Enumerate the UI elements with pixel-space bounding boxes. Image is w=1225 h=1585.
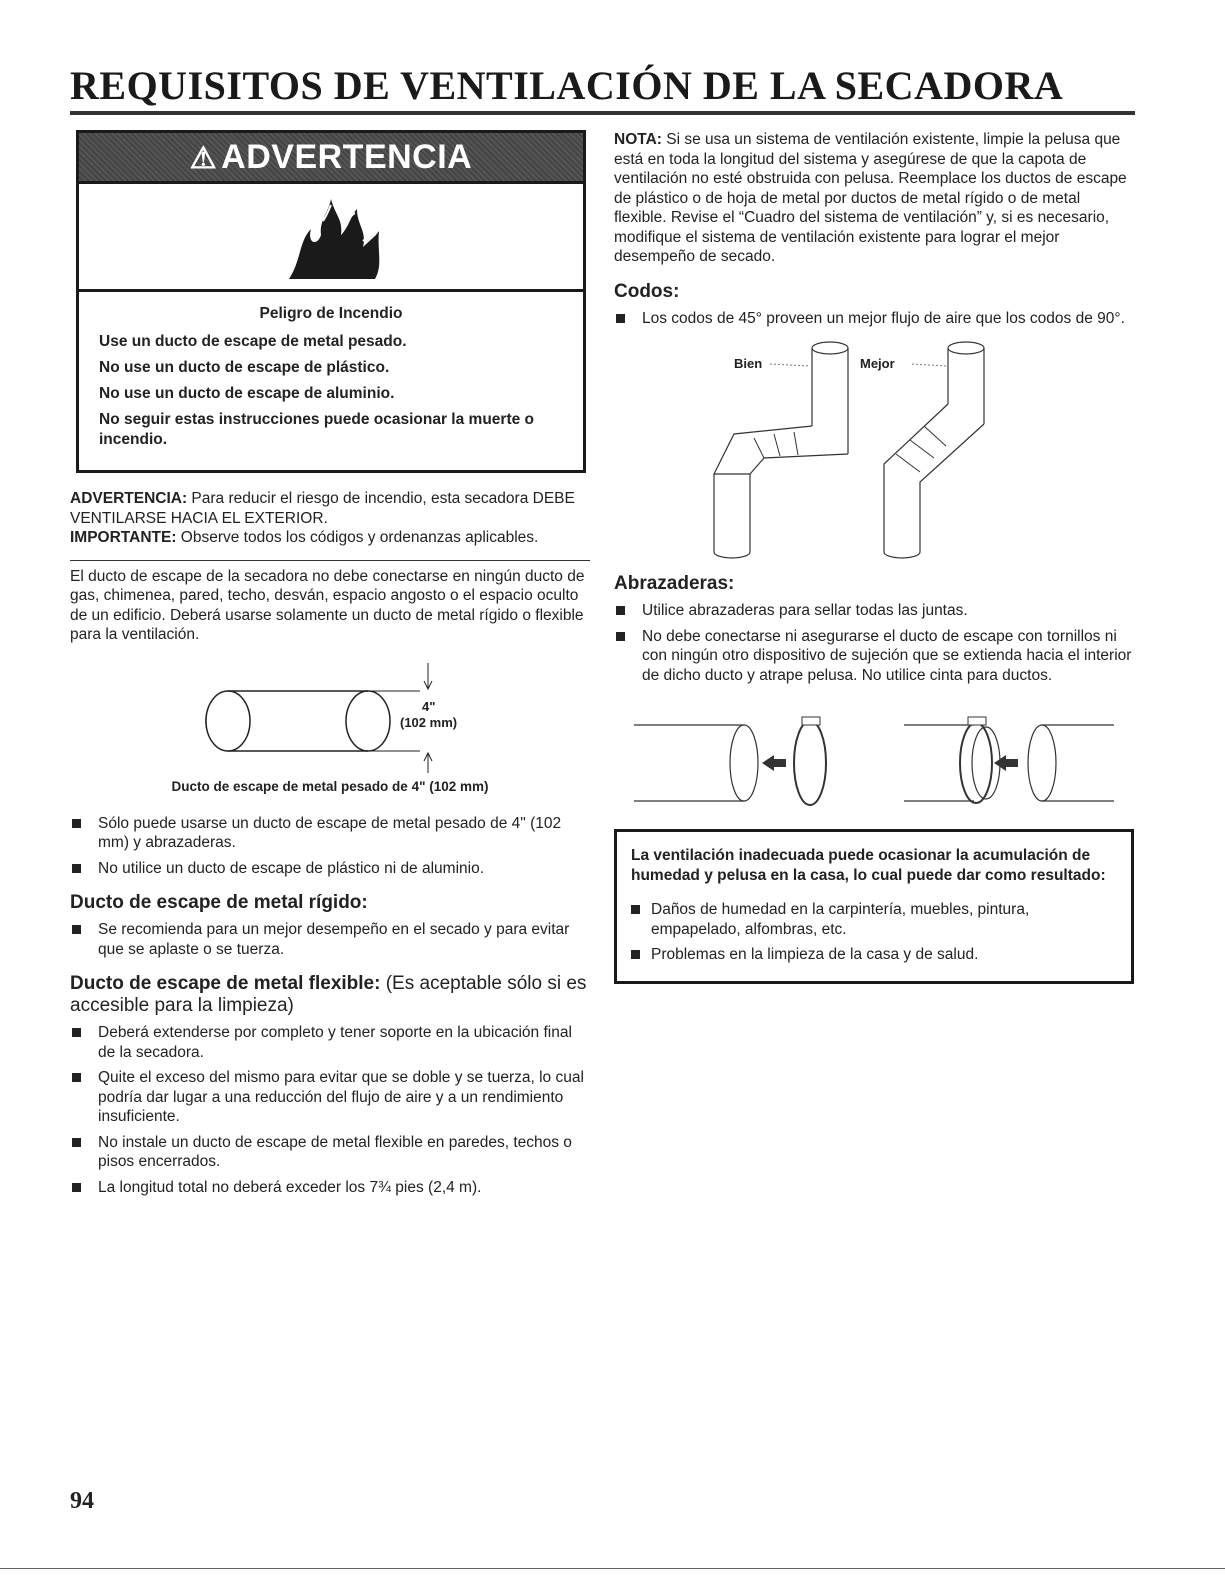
rigid-bullet-list xyxy=(70,920,590,959)
title-rule xyxy=(70,111,1135,115)
nota-text: Si se usa un sistema de ventilación existente, limpie la pelusa que está en toda la longitud del sistema y asegúrese de que la capota de ventilación no esté obstruida con pelusa. Reemplace los ductos de escape de plástico o de hoja de metal por ductos de metal rígido o de metal flexible. Revise el “Cuadro del sistema de ventilación” y, si es necesario, modifique el sistema de ventilación existente para lograr el mejor desempeño de secado. xyxy=(614,131,1127,265)
bullet-square-icon xyxy=(631,905,640,914)
elbow-diagram xyxy=(614,334,1134,559)
codos-heading: Codos: xyxy=(614,280,680,302)
list-item: Los codos de 45° proveen un mejor flujo de aire que los codos de 90°. xyxy=(614,309,1134,329)
list-item: No utilice un ducto de escape de plástico ni de aluminio. xyxy=(70,859,590,879)
list-item: Sólo puede usarse un ducto de escape de metal pesado de 4" (102 mm) y abrazaderas. xyxy=(70,814,590,853)
abrazaderas-heading: Abrazaderas: xyxy=(614,573,735,594)
importante-text: Observe todos los códigos y ordenanzas aplicables. xyxy=(176,529,539,546)
humidity-bullet-list xyxy=(631,900,1115,965)
codos-bullet-list xyxy=(614,309,1134,329)
bullet-square-icon xyxy=(631,950,640,959)
nota-label: NOTA: xyxy=(614,131,662,148)
elbow-label-mejor: Mejor xyxy=(860,356,895,371)
duct-cylinder-icon xyxy=(70,663,590,773)
duct-dim-mm: (102 mm) xyxy=(400,714,458,730)
bullet-square-icon xyxy=(616,632,625,641)
fire-image xyxy=(79,181,583,292)
page-number: 94 xyxy=(70,1488,94,1514)
bullet-square-icon xyxy=(616,314,625,323)
page-title: REQUISITOS DE VENTILACIÓN DE LA SECADORA xyxy=(70,63,1064,108)
list-item: Daños de humedad en la carpintería, muebles, pintura, empapelado, alfombras, etc. xyxy=(631,900,1115,939)
bullet-square-icon xyxy=(72,1138,81,1147)
fire-icon xyxy=(271,191,391,283)
duct-bullet-list xyxy=(70,814,590,879)
bullet-square-icon xyxy=(72,819,81,828)
duct-dim-inches: 4" xyxy=(422,698,436,714)
abrazaderas-bullet-list xyxy=(614,601,1134,685)
clamp-diagram xyxy=(614,705,1134,815)
duct-caption: Ducto de escape de metal pesado de 4" (102 mm) xyxy=(171,778,489,794)
list-item: La longitud total no deberá exceder los 7¾ pies (2,4 m). xyxy=(70,1178,590,1198)
nota-paragraph xyxy=(614,130,1134,267)
warning-line: No use un ducto de escape de aluminio. xyxy=(99,385,395,402)
elbow-label-bien: Bien xyxy=(734,356,763,371)
warning-body xyxy=(79,292,583,470)
clamp-icon xyxy=(614,705,1134,815)
duct-paragraph: El ducto de escape de la secadora no debe conectarse en ningún ducto de gas, chimenea, pared, techo, desván, espacio angosto o el espacio oculto de un edificio. Deberá usarse solamente un ducto de metal rígido o flexible para la ventilación. xyxy=(70,567,585,643)
warning-triangle-icon: ⚠ xyxy=(189,142,218,175)
rigid-heading: Ducto de escape de metal rígido: xyxy=(70,892,368,913)
bullet-square-icon xyxy=(72,864,81,873)
bottom-rule xyxy=(0,1568,1225,1569)
humidity-lead: La ventilación inadecuada puede ocasionar la acumulación de humedad y pelusa en la casa, lo cual puede dar como resultado: xyxy=(631,847,1106,884)
warning-header xyxy=(79,133,583,181)
list-item: Quite el exceso del mismo para evitar que se doble y se tuerza, lo cual podría dar lugar a una reducción del flujo de aire y a un rendimiento insuficiente. xyxy=(70,1068,590,1127)
importante-label: IMPORTANTE: xyxy=(70,529,177,546)
warning-line: Use un ducto de escape de metal pesado. xyxy=(99,333,407,350)
hazard-title: Peligro de Incendio xyxy=(259,305,403,322)
bullet-square-icon xyxy=(72,1028,81,1037)
list-item: Se recomienda para un mejor desempeño en el secado y para evitar que se aplaste o se tuerza. xyxy=(70,920,590,959)
flex-heading: Ducto de escape de metal flexible: (Es aceptable sólo si es accesible para la limpieza) xyxy=(70,973,587,1016)
flex-bullet-list xyxy=(70,1023,590,1197)
list-item: No instale un ducto de escape de metal flexible en paredes, techos o pisos encerrados. xyxy=(70,1133,590,1172)
section-divider xyxy=(70,560,590,561)
list-item: Problemas en la limpieza de la casa y de salud. xyxy=(631,945,1115,965)
warning-header-label: ADVERTENCIA xyxy=(221,138,473,176)
list-item: Utilice abrazaderas para sellar todas las juntas. xyxy=(614,601,1134,621)
duct-diagram xyxy=(70,663,590,773)
advertencia-label: ADVERTENCIA: xyxy=(70,490,188,507)
list-item: Deberá extenderse por completo y tener soporte en la ubicación final de la secadora. xyxy=(70,1023,590,1062)
advertencia-paragraph xyxy=(70,489,590,548)
advertencia-text: Para reducir el riesgo de incendio, esta secadora DEBE VENTILARSE HACIA EL EXTERIOR. xyxy=(70,490,575,527)
left-column xyxy=(70,130,590,1203)
list-item: No debe conectarse ni asegurarse el ducto de escape con tornillos ni con ningún otro dispositivo de sujeción que se extienda hacia el interior de dicho ducto y atrape pelusa. No utilice cinta para ductos. xyxy=(614,627,1134,686)
warning-line: No seguir estas instrucciones puede ocasionar la muerte o incendio. xyxy=(99,411,534,448)
bullet-square-icon xyxy=(72,925,81,934)
bullet-square-icon xyxy=(72,1073,81,1082)
warning-line: No use un ducto de escape de plástico. xyxy=(99,359,390,376)
humidity-warning-box xyxy=(614,829,1134,984)
bullet-square-icon xyxy=(616,606,625,615)
right-column xyxy=(614,130,1134,984)
bullet-square-icon xyxy=(72,1183,81,1192)
fire-warning-box xyxy=(76,130,586,473)
